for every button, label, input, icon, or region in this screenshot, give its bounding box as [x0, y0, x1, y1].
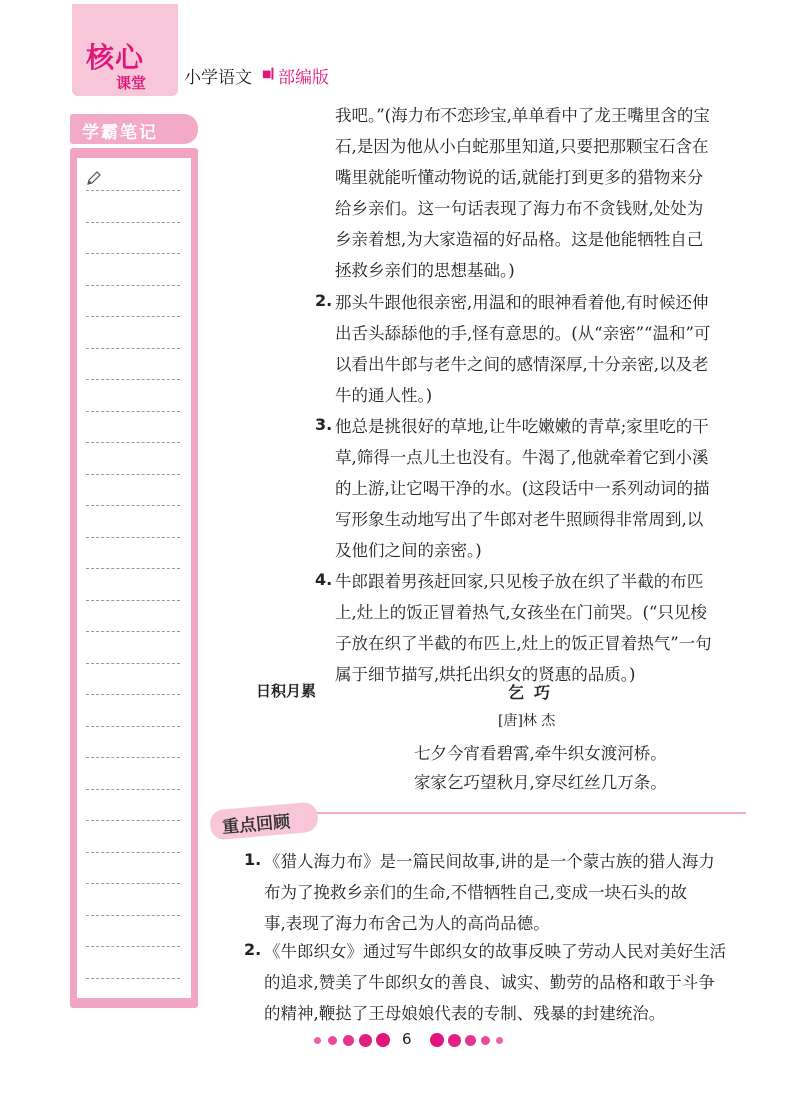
note-line [86, 852, 180, 853]
note-line [86, 915, 180, 916]
logo-title: 核心 [86, 41, 145, 74]
text-line: 的上游,让它喝干净的水。(这段话中一系列动词的描 [335, 479, 710, 498]
note-line [86, 883, 180, 884]
note-line [86, 474, 180, 475]
poem-title: 乞巧 [508, 683, 561, 702]
text-line: 子放在织了半截的布匹上,灶上的饭正冒着热气”一句 [335, 634, 712, 653]
text-line: 牛的通人性。) [335, 386, 433, 405]
text-line: 的追求,赞美了牛郎织女的善良、诚实、勤劳的品格和敢于斗争 [264, 973, 715, 992]
review-item-2 [264, 936, 726, 1029]
footer-dot [314, 1037, 321, 1044]
paragraph-haili [335, 100, 710, 286]
paragraph-item-2 [335, 287, 710, 411]
text-line: 草,筛得一点儿土也没有。牛渴了,他就牵着它到小溪 [335, 448, 709, 467]
item-number: 4. [315, 570, 333, 589]
note-line [86, 978, 180, 979]
footer-dot [328, 1036, 337, 1045]
edition-label: 部编版 [278, 68, 329, 88]
note-line [86, 726, 180, 727]
review-item-1 [264, 846, 715, 939]
paragraph-item-4 [335, 566, 712, 690]
note-line [86, 568, 180, 569]
footer-dot [496, 1037, 503, 1044]
note-line [86, 537, 180, 538]
text-line: 嘴里就能听懂动物说的话,就能打到更多的猎物来分 [335, 168, 704, 187]
footer-dot [465, 1035, 476, 1046]
note-line [86, 505, 180, 506]
note-line [86, 190, 180, 191]
note-line [86, 757, 180, 758]
note-line [86, 631, 180, 632]
text-line: 布为了挽救乡亲们的生命,不惜牺牲自己,变成一块石头的故 [264, 883, 687, 902]
text-line: 我吧。”(海力布不恋珍宝,单单看中了龙王嘴里含的宝 [335, 106, 710, 125]
poem-section-label: 日积月累 [256, 682, 317, 700]
separator-dots: ■▎ [262, 69, 280, 80]
note-line [86, 379, 180, 380]
text-line: 及他们之间的亲密。) [335, 541, 482, 560]
text-line: 那头牛跟他很亲密,用温和的眼神看着他,有时候还伸 [335, 293, 709, 312]
review-item-number: 2. [244, 940, 262, 959]
text-line: 乡亲着想,为大家造福的好品格。这是他能牺牲自己 [335, 230, 704, 249]
logo-subtitle: 课堂 [116, 74, 147, 92]
note-line [86, 348, 180, 349]
footer-dot [448, 1034, 461, 1047]
note-line [86, 285, 180, 286]
text-line: 《猎人海力布》是一篇民间故事,讲的是一个蒙古族的猎人海力 [264, 852, 715, 871]
note-line [86, 946, 180, 947]
text-line: 石,是因为他从小白蛇那里知道,只要把那颗宝石含在 [335, 137, 709, 156]
note-line [86, 411, 180, 412]
review-divider [316, 812, 746, 814]
item-number: 3. [315, 415, 333, 434]
text-line: 属于细节描写,烘托出织女的贤惠的品质。) [335, 665, 636, 684]
subject-label: 小学语文 [184, 68, 252, 88]
pencil-icon [86, 170, 102, 186]
text-line: 上,灶上的饭正冒着热气,女孩坐在门前哭。(“只见梭 [335, 603, 707, 622]
poem-author: [唐]林 杰 [498, 713, 556, 729]
text-line: 牛郎跟着男孩赶回家,只见梭子放在织了半截的布匹 [335, 572, 704, 591]
footer-dot [481, 1036, 490, 1045]
review-title: 重点回顾 [221, 812, 291, 838]
footer-dot [359, 1034, 372, 1047]
poem-line: 七夕今宵看碧霄,牵牛织女渡河桥。 [414, 744, 667, 763]
notes-title: 学霸笔记 [82, 123, 158, 143]
text-line: 以看出牛郎与老牛之间的感情深厚,十分亲密,以及老 [335, 355, 709, 374]
text-line: 事,表现了海力布舍己为人的高尚品德。 [264, 914, 550, 933]
note-line [86, 820, 180, 821]
text-line: 拯救乡亲们的思想基础。) [335, 261, 515, 280]
text-line: 的精神,鞭挞了王母娘娘代表的专制、残暴的封建统治。 [264, 1004, 666, 1023]
note-line [86, 253, 180, 254]
text-line: 他总是挑很好的草地,让牛吃嫩嫩的青草;家里吃的干 [335, 417, 709, 436]
footer-dot [343, 1035, 354, 1046]
note-line [86, 663, 180, 664]
note-line [86, 316, 180, 317]
note-line [86, 694, 180, 695]
review-item-number: 1. [244, 850, 262, 869]
text-line: 《牛郎织女》通过写牛郎织女的故事反映了劳动人民对美好生活 [264, 942, 726, 961]
item-number: 2. [315, 291, 333, 310]
text-line: 出舌头舔舔他的手,怪有意思的。(从“亲密”“温和”可 [335, 324, 711, 343]
note-line [86, 600, 180, 601]
poem-line: 家家乞巧望秋月,穿尽红丝几万条。 [414, 773, 667, 792]
note-line [86, 789, 180, 790]
footer-dot [376, 1033, 390, 1047]
note-line [86, 442, 180, 443]
footer-dot [430, 1033, 444, 1047]
note-line [86, 222, 180, 223]
text-line: 给乡亲们。这一句话表现了海力布不贪钱财,处处为 [335, 199, 704, 218]
paragraph-item-3 [335, 411, 710, 566]
text-line: 写形象生动地写出了牛郎对老牛照顾得非常周到,以 [335, 510, 704, 529]
page-number: 6 [402, 1030, 412, 1048]
